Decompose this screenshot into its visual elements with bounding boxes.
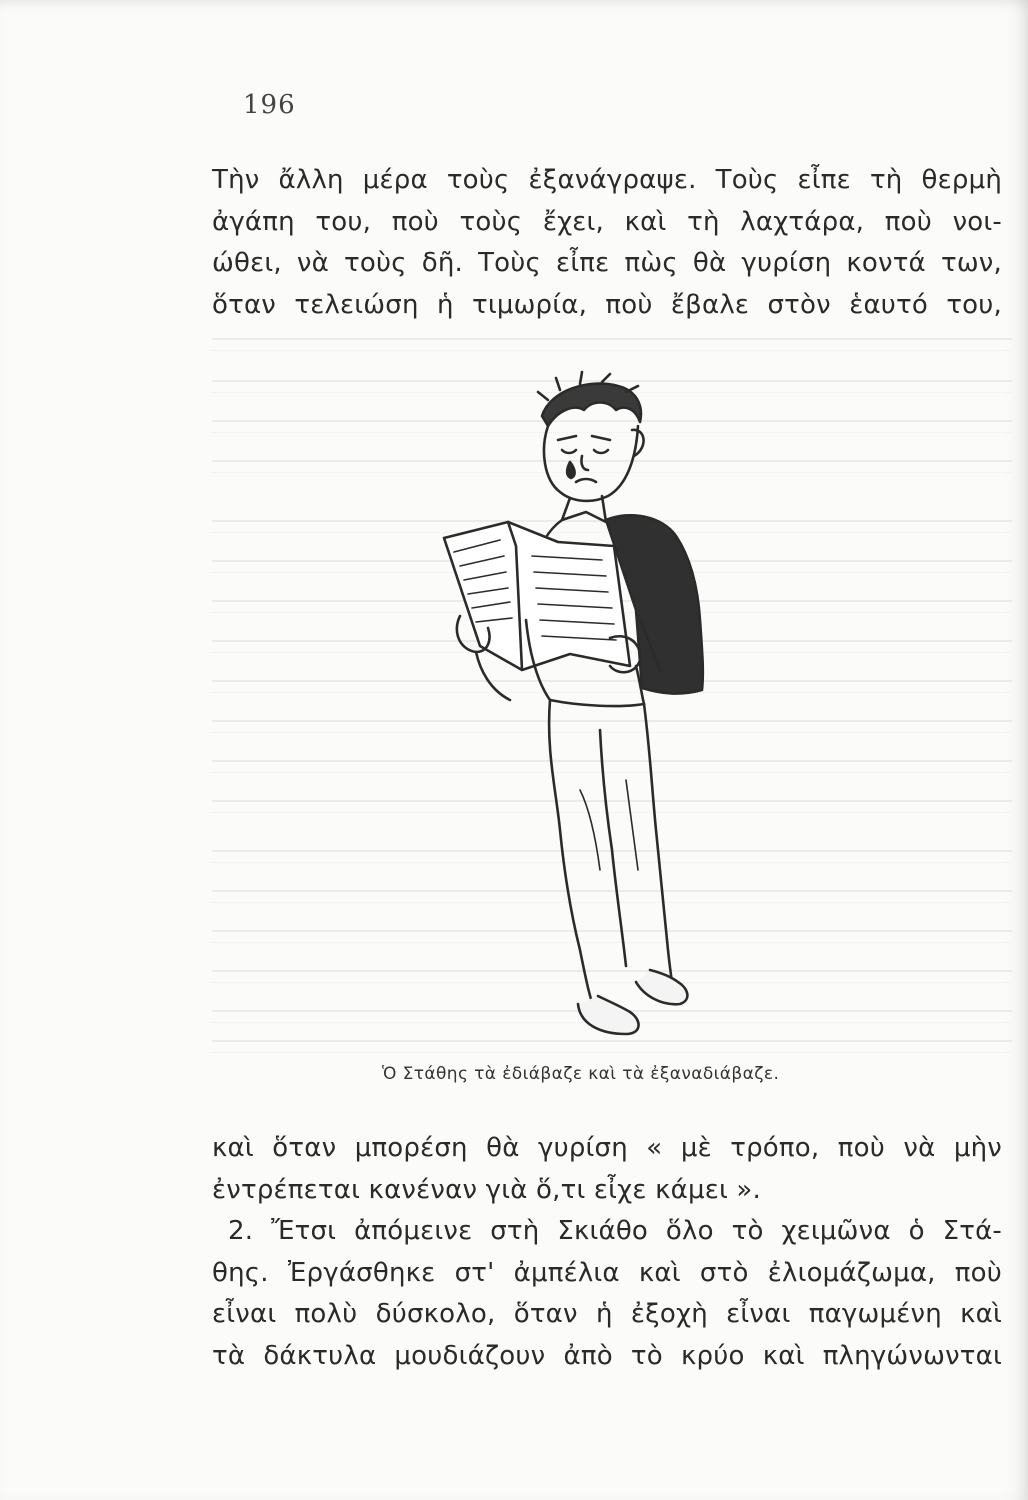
- text-line: 2. Ἔτσι ἀπόμεινε στὴ Σκιάθο ὅλο τὸ χειμῶνα ὁ Στά-: [228, 1216, 1002, 1246]
- top-paragraph: [212, 160, 1002, 326]
- illustration-caption: Ὁ Στάθης τὰ ἐδιάβαζε καὶ τὰ ἐξαναδιάβαζε.: [382, 1064, 780, 1084]
- text-line: ώθει, νὰ τοὺς δῆ. Τοὺς εἶπε πὼς θὰ γυρίση κοντά των,: [212, 248, 1002, 278]
- text-line: ὅταν τελειώση ἡ τιμωρία, ποὺ ἔβαλε στὸν ἑαυτό του,: [212, 289, 1002, 320]
- text-line: εἶναι πολὺ δύσκολο, ὅταν ἡ ἐξοχὴ εἶναι παγωμένη καὶ: [212, 1299, 1002, 1329]
- text-line: καὶ ὅταν μπορέση θὰ γυρίση « μὲ τρόπο, ποὺ νὰ μὴν: [212, 1133, 1002, 1163]
- bottom-paragraph: [212, 1128, 1002, 1377]
- text-line: ἐντρέπεται κανέναν γιὰ ὅ,τι εἶχε κάμει ».: [212, 1174, 761, 1205]
- text-line: τὰ δάκτυλα μουδιάζουν ἀπὸ τὸ κρύο καὶ πληγώνωνται: [212, 1340, 1002, 1371]
- text-line: Τὴν ἄλλη μέρα τοὺς ἐξανάγραψε. Τοὺς εἶπε τὴ θερμὴ: [212, 165, 1002, 195]
- text-line: θης. Ἐργάσθηκε στ' ἀμπέλια καὶ στὸ ἐλιομάζωμα, ποὺ: [212, 1257, 1002, 1288]
- text-line: ἀγάπη του, ποὺ τοὺς ἔχει, καὶ τὴ λαχτάρα, ποὺ νοι-: [212, 206, 1002, 237]
- page-number: 196: [243, 90, 296, 120]
- boy-reading-letter-illustration: [430, 370, 760, 1050]
